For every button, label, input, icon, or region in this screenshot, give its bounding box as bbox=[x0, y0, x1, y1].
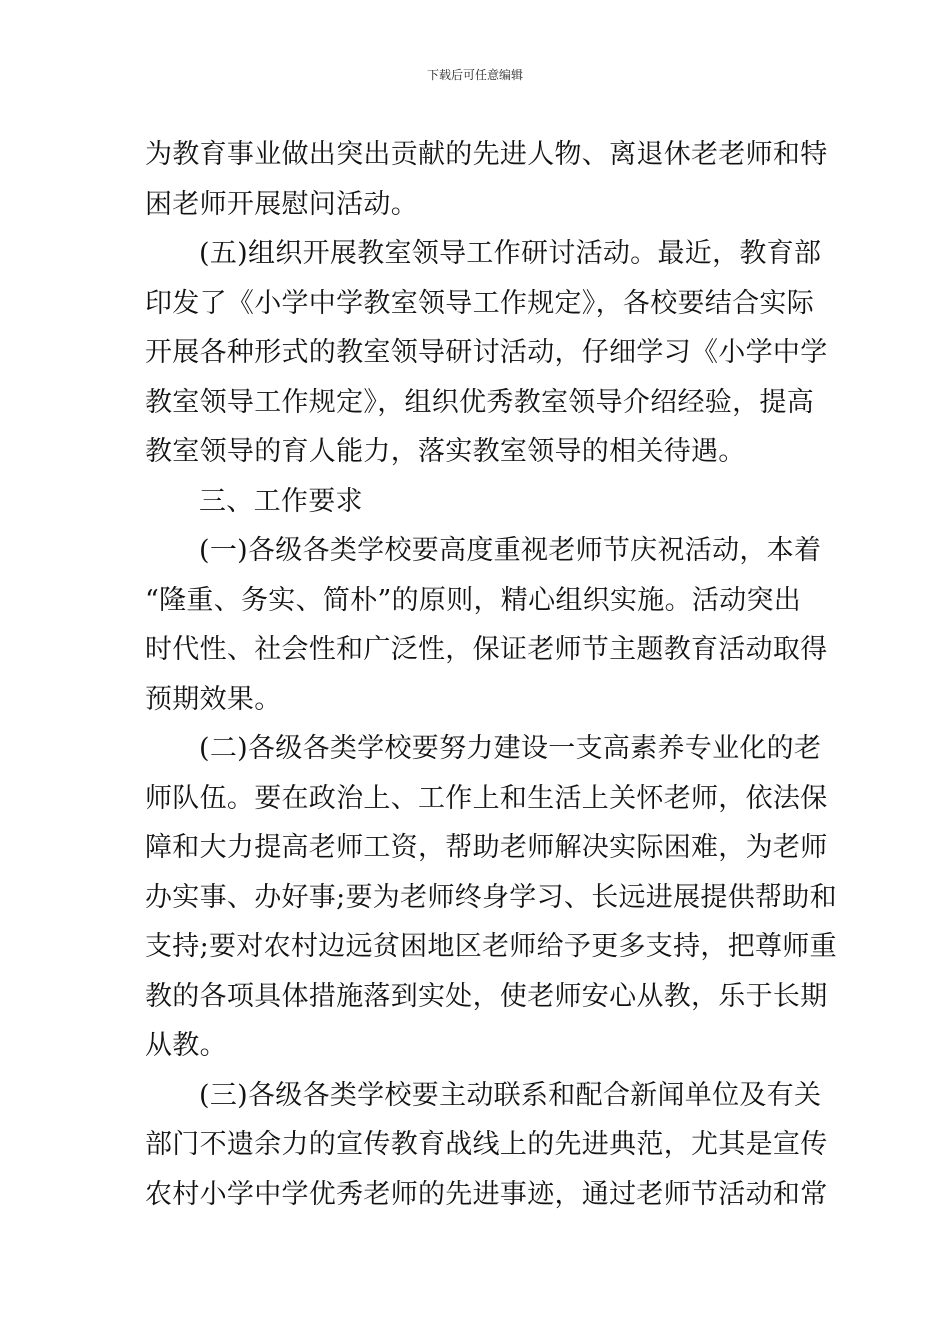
text-line: (五)组织开展教室领导工作研讨活动。最近，教育部 bbox=[199, 238, 822, 269]
text-line: 农村小学中学优秀老师的先进事迹，通过老师节活动和常 bbox=[145, 1178, 828, 1210]
page-header: 下载后可任意编辑 bbox=[426, 68, 523, 82]
text-line: 时代性、社会性和广泛性，保证老师节主题教育活动取得 bbox=[145, 634, 828, 665]
text-line: 为教育事业做出突出贡献的先进人物、离退休老老师和特 bbox=[145, 139, 828, 170]
text-line: 办实事、办好事;要为老师终身学习、长远进展提供帮助和 bbox=[145, 881, 837, 913]
text-line: “隆重、务实、简朴”的原则，精心组织实施。活动突出 bbox=[145, 584, 802, 616]
text-line: 教室领导的育人能力，落实教室领导的相关待遇。 bbox=[145, 436, 746, 467]
text-line: (一)各级各类学校要高度重视老师节庆祝活动，本着 bbox=[199, 535, 822, 566]
text-line: 部门不遗余力的宣传教育战线上的先进典范，尤其是宣传 bbox=[145, 1129, 828, 1160]
text-line: 印发了《小学中学教室领导工作规定》，各校要结合实际 bbox=[145, 287, 814, 319]
text-line: (三)各级各类学校要主动联系和配合新闻单位及有关 bbox=[199, 1079, 822, 1111]
document-body bbox=[145, 130, 837, 1219]
text-line: 教室领导工作规定》，组织优秀教室领导介绍经验，提高 bbox=[145, 386, 814, 418]
text-line: 开展各种形式的教室领导研讨活动，仔细学习《小学中学 bbox=[145, 337, 828, 368]
text-line: (二)各级各类学校要努力建设一支高素养专业化的老 bbox=[199, 733, 822, 764]
text-line: 预期效果。 bbox=[145, 683, 282, 715]
text-line: 三、工作要求 bbox=[199, 485, 363, 517]
text-line: 障和大力提高老师工资，帮助老师解决实际困难，为老师 bbox=[145, 832, 828, 863]
text-line: 困老师开展慰问活动。 bbox=[145, 188, 418, 220]
text-line: 从教。 bbox=[145, 1030, 227, 1061]
text-line: 支持;要对农村边远贫困地区老师给予更多支持，把尊师重 bbox=[145, 931, 837, 962]
text-line: 师队伍。要在政治上、工作上和生活上关怀老师，依法保 bbox=[145, 782, 828, 814]
text-line: 教的各项具体措施落到实处，使老师安心从教，乐于长期 bbox=[145, 980, 828, 1012]
